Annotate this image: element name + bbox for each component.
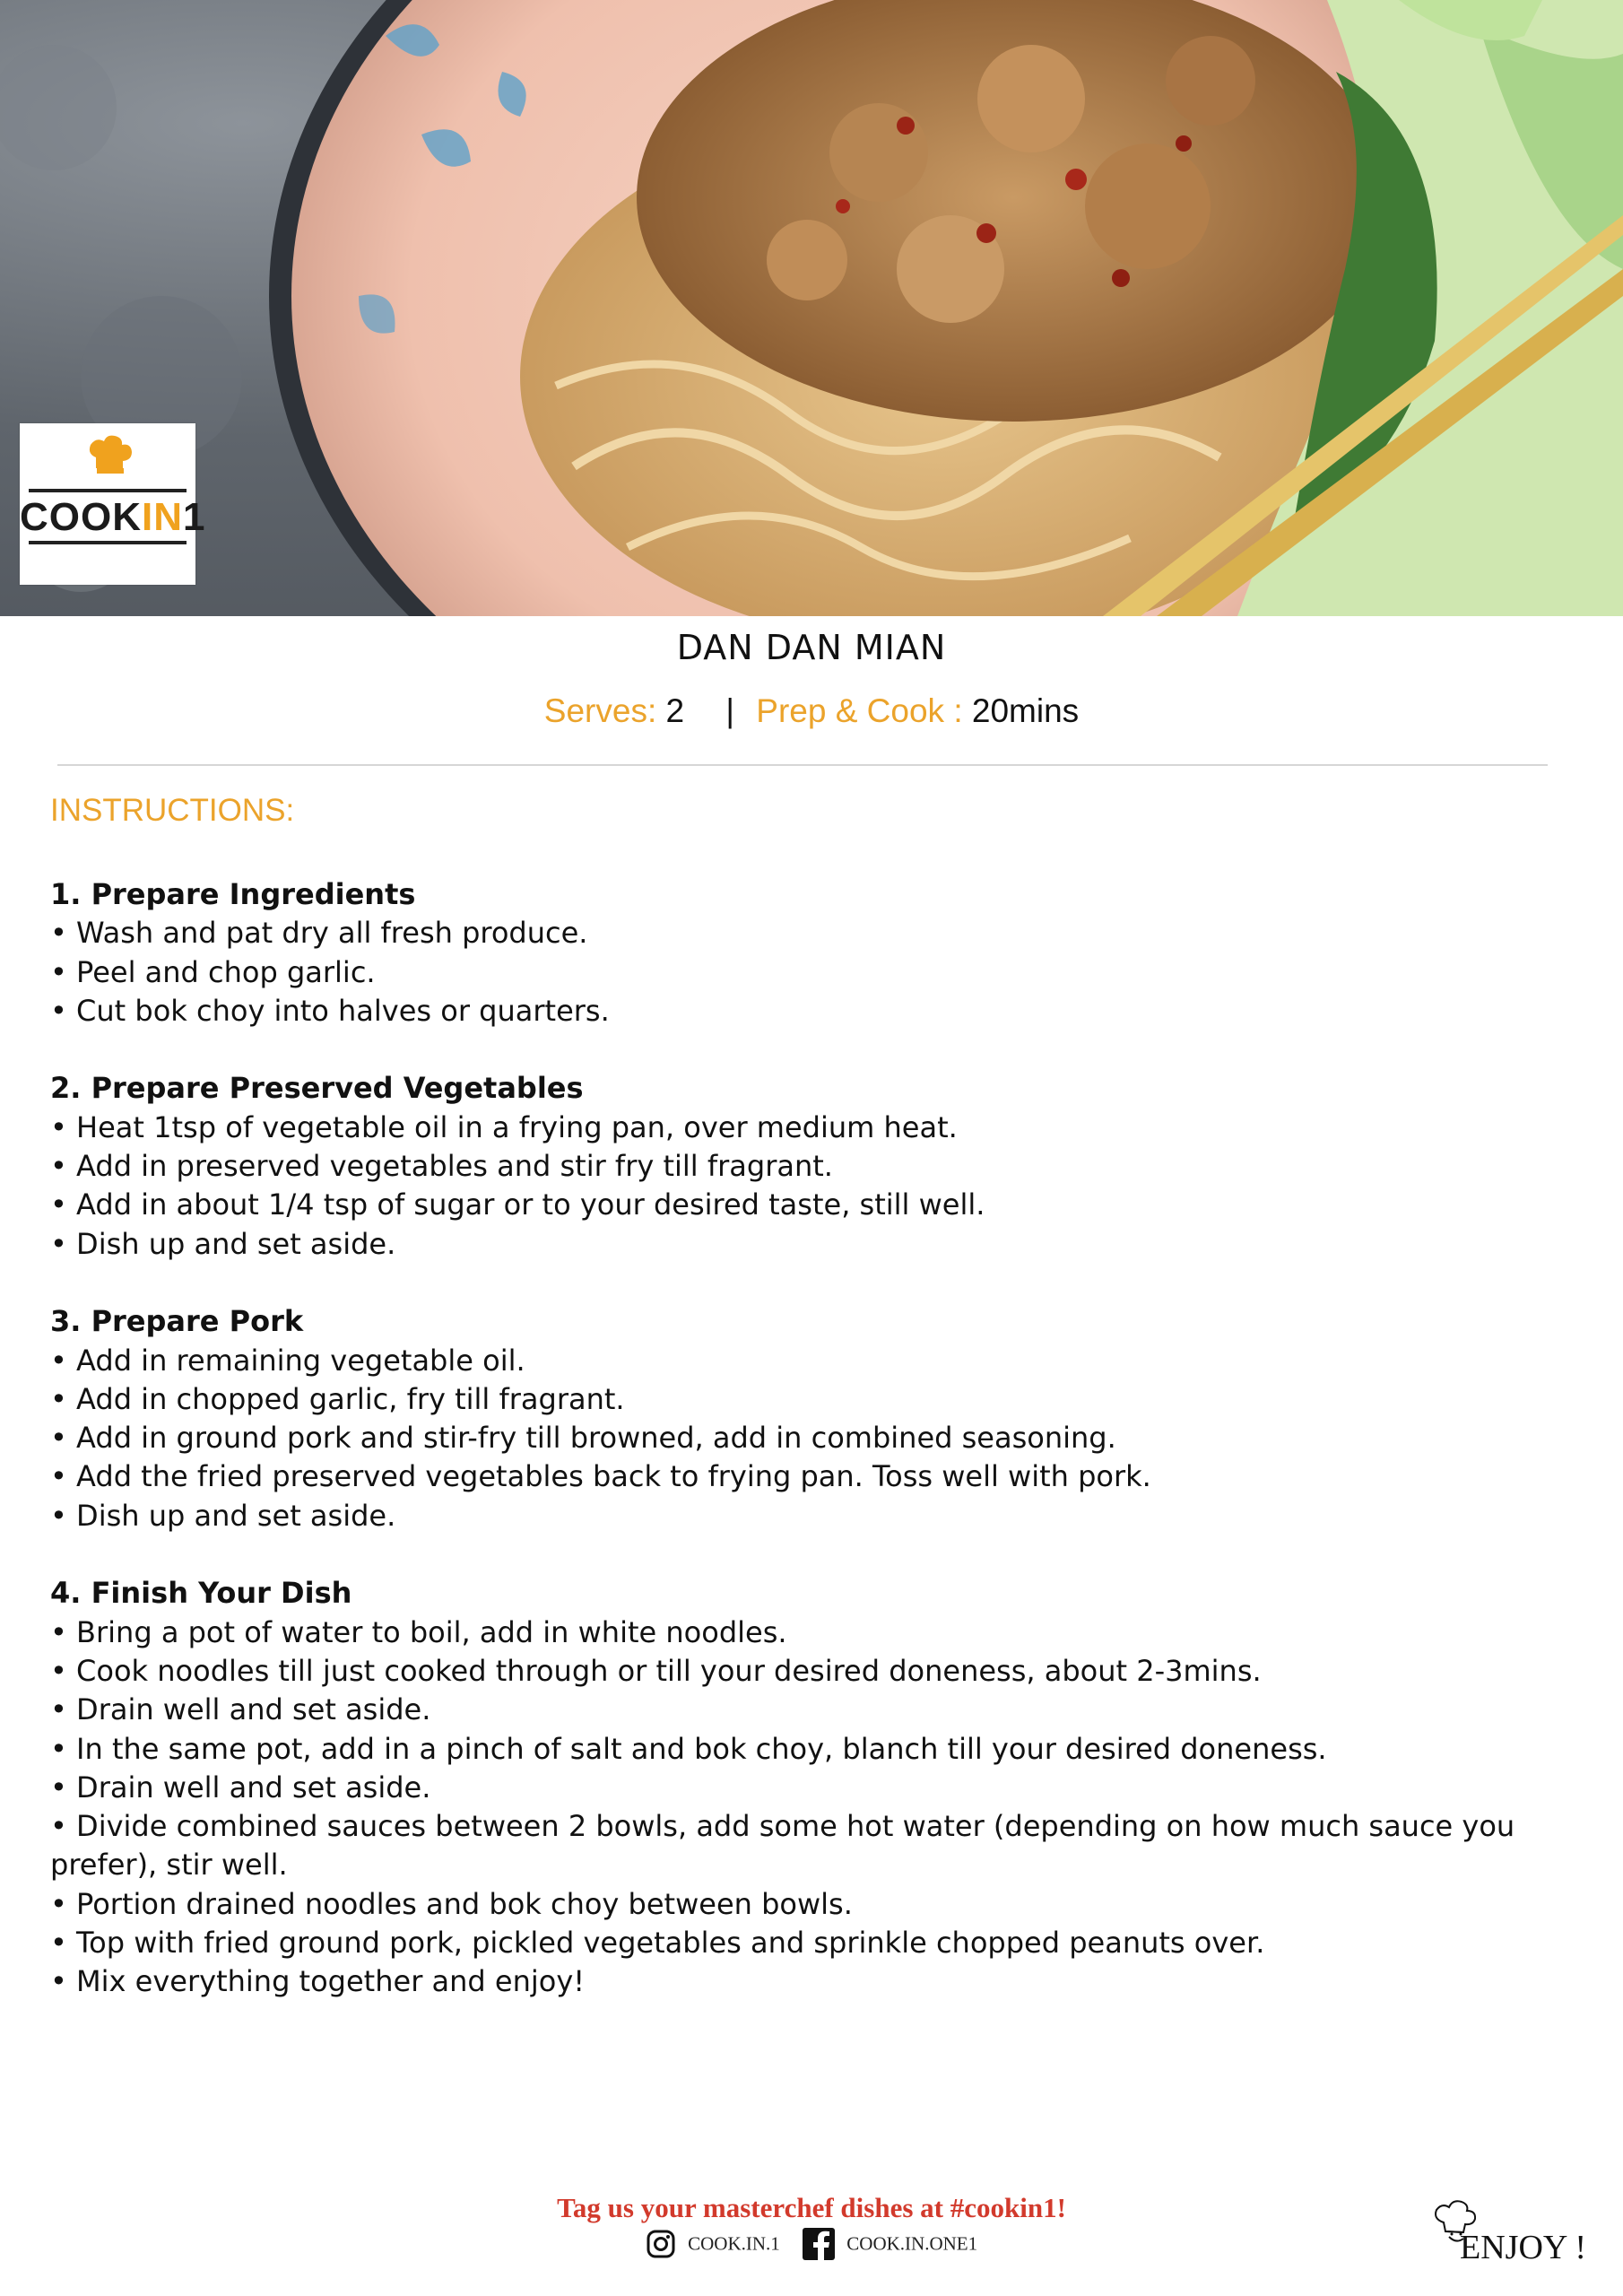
- logo-wordmark: [20, 495, 206, 540]
- logo-accent: IN: [142, 495, 183, 539]
- step-bullet: • Add in about 1/4 tsp of sugar or to your desired taste, still well.: [50, 1186, 1575, 1224]
- facebook-link[interactable]: [803, 2228, 977, 2260]
- step-title: 1. Prepare Ingredients: [50, 877, 416, 911]
- step-2: [50, 1069, 1575, 1263]
- logo-suffix: 1: [183, 495, 206, 539]
- step-bullet: • Mix everything together and enjoy!: [50, 1962, 1575, 2001]
- time-value: 20mins: [971, 692, 1080, 729]
- step-title: 2. Prepare Preserved Vegetables: [50, 1071, 584, 1106]
- hero-photo-illustration: [0, 0, 1623, 616]
- instagram-link[interactable]: [646, 2229, 780, 2259]
- instagram-icon: [646, 2229, 676, 2259]
- logo-rule-top: [29, 489, 187, 492]
- step-bullet: • Top with fried ground pork, pickled vegetables and sprinkle chopped peanuts over.: [50, 1924, 1575, 1962]
- step-bullet: • Drain well and set aside.: [50, 1691, 1575, 1729]
- step-1: [50, 875, 1575, 1031]
- step-bullet: • Add the fried preserved vegetables back to frying pan. Toss well with pork.: [50, 1457, 1575, 1496]
- instruction-steps: [50, 875, 1575, 2040]
- step-bullet: • In the same pot, add in a pinch of salt and bok choy, blanch till your desired doneness.: [50, 1730, 1575, 1769]
- step-bullet: • Cut bok choy into halves or quarters.: [50, 992, 1575, 1031]
- serves-label: Serves:: [543, 692, 657, 729]
- instructions-heading: INSTRUCTIONS:: [50, 793, 295, 828]
- step-bullet: • Dish up and set aside.: [50, 1225, 1575, 1264]
- instagram-handle: COOK.IN.1: [688, 2232, 780, 2255]
- meta-separator: |: [725, 692, 734, 729]
- chef-hat-icon: [20, 423, 195, 495]
- section-divider: [57, 764, 1548, 766]
- brand-logo: [20, 423, 206, 585]
- social-links: [0, 2228, 1623, 2260]
- step-bullet: • Wash and pat dry all fresh produce.: [50, 914, 1575, 952]
- facebook-icon: [803, 2228, 835, 2260]
- serves-value: 2: [665, 692, 685, 729]
- logo-prefix: COOK: [20, 495, 142, 539]
- step-bullet: • Portion drained noodles and bok choy between bowls.: [50, 1885, 1575, 1924]
- step-bullet: • Peel and chop garlic.: [50, 953, 1575, 992]
- step-bullet: • Add in ground pork and stir-fry till browned, add in combined seasoning.: [50, 1419, 1575, 1457]
- step-title: 4. Finish Your Dish: [50, 1576, 352, 1611]
- step-title: 3. Prepare Pork: [50, 1304, 304, 1339]
- step-bullet: • Add in preserved vegetables and stir fry till fragrant.: [50, 1147, 1575, 1186]
- recipe-meta: [0, 692, 1623, 730]
- time-label: Prep & Cook :: [756, 692, 963, 729]
- footer-tagline: Tag us your masterchef dishes at #cookin1!: [557, 2192, 1066, 2223]
- step-bullet: • Heat 1tsp of vegetable oil in a frying pan, over medium heat.: [50, 1109, 1575, 1147]
- recipe-title: DAN DAN MIAN: [676, 628, 947, 667]
- step-bullet: • Divide combined sauces between 2 bowls, add some hot water (depending on how much sauce you prefer), stir well.: [50, 1807, 1575, 1885]
- step-3: [50, 1302, 1575, 1535]
- step-bullet: • Add in chopped garlic, fry till fragrant.: [50, 1380, 1575, 1419]
- step-4: [50, 1574, 1575, 2001]
- step-bullet: • Dish up and set aside.: [50, 1497, 1575, 1535]
- step-bullet: • Bring a pot of water to boil, add in white noodles.: [50, 1613, 1575, 1652]
- enjoy-text: ENJOY !: [1460, 2229, 1587, 2266]
- logo-rule-bottom: [29, 541, 187, 544]
- facebook-handle: COOK.IN.ONE1: [846, 2232, 978, 2255]
- step-bullet: • Drain well and set aside.: [50, 1769, 1575, 1807]
- step-bullet: • Cook noodles till just cooked through or till your desired doneness, about 2-3mins.: [50, 1652, 1575, 1691]
- enjoy-signoff: [1426, 2196, 1605, 2267]
- step-bullet: • Add in remaining vegetable oil.: [50, 1342, 1575, 1380]
- hero-image: [0, 0, 1623, 616]
